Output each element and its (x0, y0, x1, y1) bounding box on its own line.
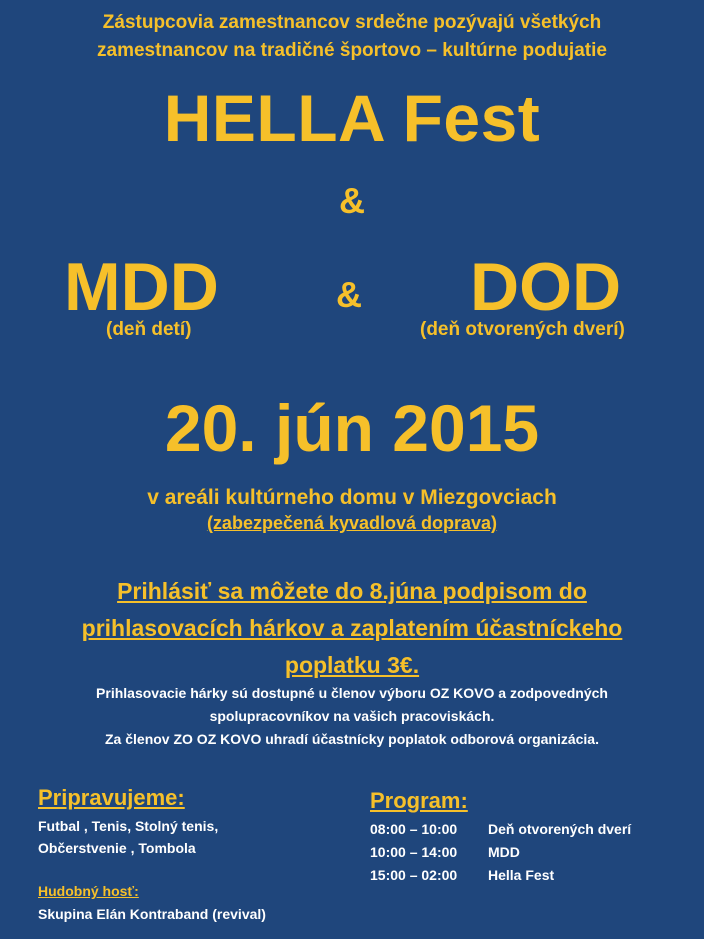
program-time: 15:00 – 02:00 (370, 867, 458, 883)
transport-note: (zabezpečená kyvadlová doprava) (206, 513, 498, 533)
program-event: MDD (488, 844, 520, 860)
ampersand-top: & (339, 180, 365, 221)
program-row (370, 844, 520, 860)
program-time: 08:00 – 10:00 (370, 821, 458, 837)
mdd-label: MDD (64, 249, 219, 325)
event-title: HELLA Fest (163, 81, 541, 155)
intro-line-2: zamestnancov na tradičné športovo – kultúrne podujatie (97, 40, 607, 61)
program-event: Hella Fest (488, 867, 555, 883)
program-heading: Program: (370, 788, 468, 813)
dod-label: DOD (470, 249, 622, 325)
ampersand-middle: & (336, 274, 362, 315)
program-time: 10:00 – 14:00 (370, 844, 458, 860)
registration-line-2: prihlasovacích hárkov a zaplatením účastníckeho (81, 615, 623, 641)
intro-line-1: Zástupcovia zamestnancov srdečne pozývajú všetkých (102, 12, 602, 33)
info-line-3: Za členov ZO OZ KOVO uhradí účastnícky poplatok odborová organizácia. (105, 731, 599, 747)
preparing-line-1: Futbal , Tenis, Stolný tenis, (38, 818, 219, 834)
music-guest: Skupina Elán Kontraband (revival) (38, 906, 266, 922)
preparing-heading: Pripravujeme: (38, 785, 185, 810)
info-line-1: Prihlasovacie hárky sú dostupné u členov výboru OZ KOVO a zodpovedných (96, 685, 608, 701)
mdd-subtitle: (deň detí) (106, 319, 192, 340)
info-line-2: spolupracovníkov na vašich pracoviskách. (209, 708, 495, 724)
event-date: 20. jún 2015 (164, 391, 540, 465)
registration-line-3: poplatku 3€. (284, 652, 420, 678)
program-row (370, 821, 631, 837)
dod-subtitle: (deň otvorených dverí) (420, 319, 625, 340)
registration-line-1: Prihlásiť sa môžete do 8.júna podpisom do (117, 578, 587, 604)
event-venue: v areáli kultúrneho domu v Miezgovciach (147, 486, 557, 509)
preparing-line-2: Občerstvenie , Tombola (38, 840, 196, 856)
program-row (370, 867, 554, 883)
music-guest-heading: Hudobný hosť: (38, 883, 139, 899)
program-event: Deň otvorených dverí (488, 821, 632, 837)
